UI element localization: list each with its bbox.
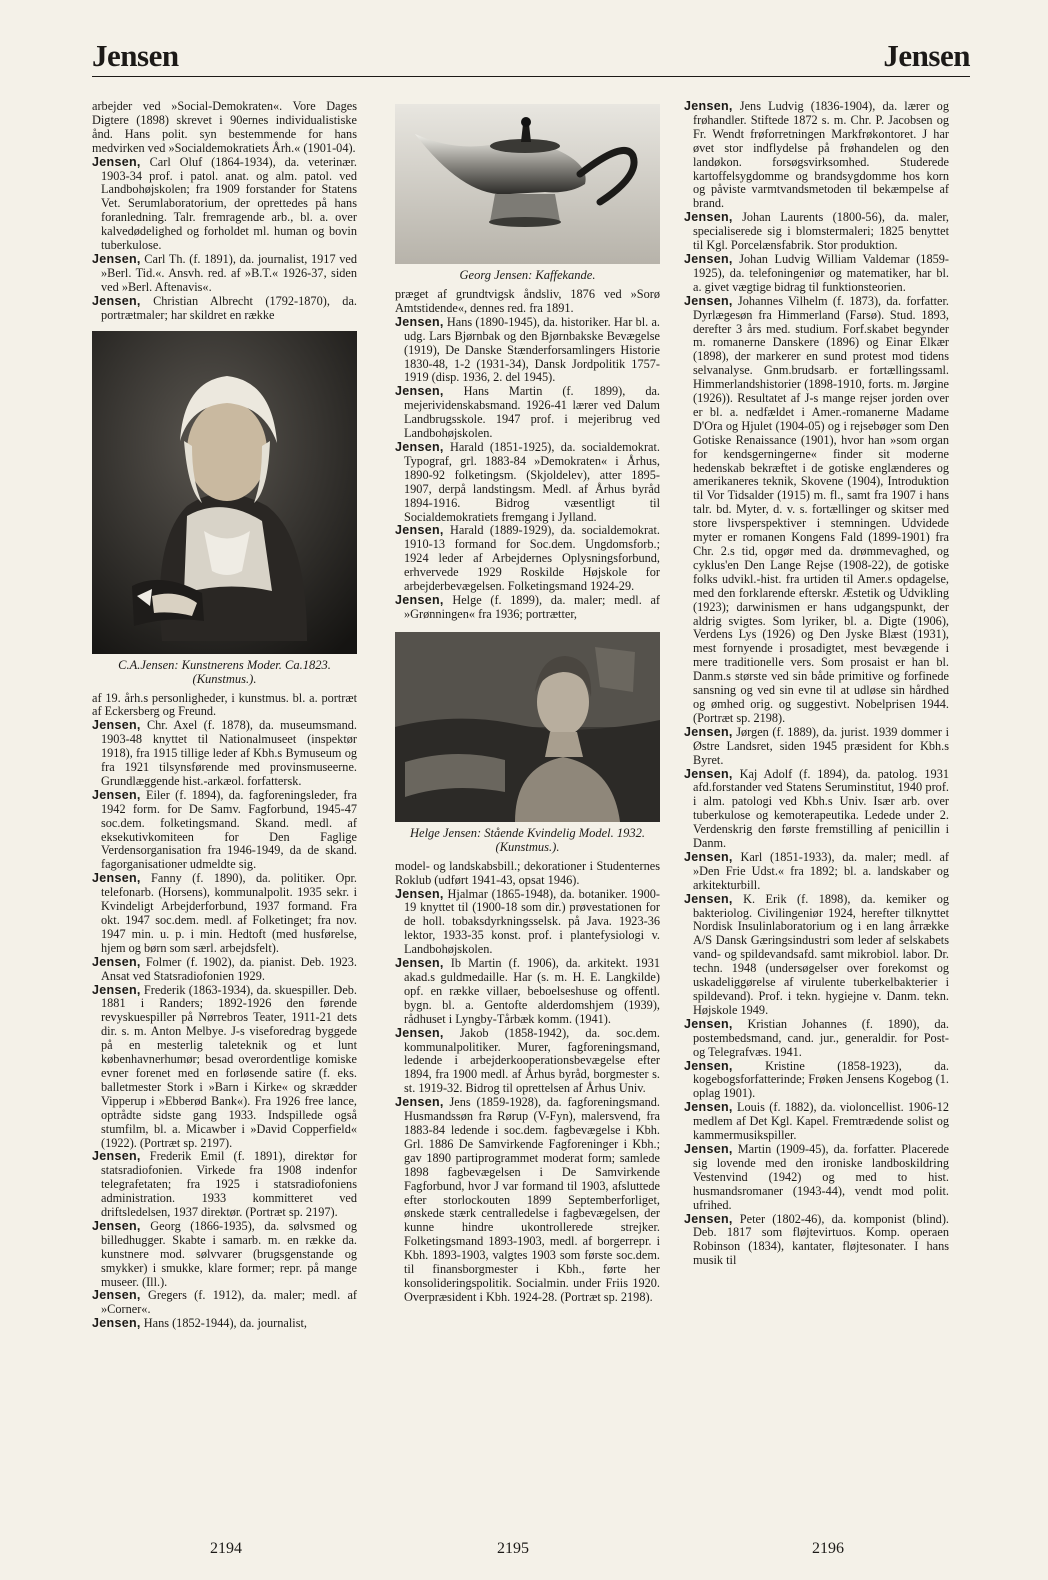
entry-text: Christian Albrecht (1792-1870), da. portrætmaler; har skildret en række [101,293,357,322]
entry-headword: Jensen, [684,724,733,739]
entry-text: Harald (1851-1925), da. socialdemokrat. Typograf, grl. 1883-84 »Demokraten« i Århus, 1890-92 folketingsm. (Skjoldelev), atter 1895-1907, derpå landstingsm. Medl. af Århus byråd 1894-1916. Bidrog væsentligt til Socialdemokratiets fremgang i Jylland. [404,439,660,524]
entry-headword: Jensen, [92,293,141,308]
entry [684,253,949,295]
entry-headword: Jensen, [92,982,141,997]
entry-text: Kristian Johannes (f. 1890), da. postembedsmand, cand. jur., generaldir. for Post- og Telegrafvæs. 1941. [693,1016,950,1059]
entry-headword: Jensen, [92,251,141,266]
column-1 [92,100,357,1331]
portrait-painting [92,331,357,654]
entry [684,1143,949,1213]
running-head-right: Jensen [883,38,970,73]
entry-headword: Jensen, [92,871,141,886]
entry-text: Ib Martin (f. 1906), da. arkitekt. 1931 akad.s guldmedaille. Har (s. m. H. E. Langkilde) opf. en række villaer, beboelseshuse og offentl. bygn. bl. a. Gentofte alderdomshjem (1939), rådhuset i Lyngby-Tårbæk komm. (1941). [404,956,661,1026]
entry-headword: Jensen, [395,384,444,399]
entry-text: Frederik (1863-1934), da. skuespiller. Deb. 1881 i Randers; 1892-1926 den førende revyskuespiller på Nørrebros Teater, 1911-21 dets dir. s. m. Anton Melbye. J-s viseforedrag byggede på en mesterlig taleteknik og et lunt københavnerhumør; besad overordentlige komiske evner forenet med en forløsende satire (f. eks. balletmester Stork i »Barn i Kirke« og skrædder Vipperup i »Ebberød Bank«). Fra 1926 free lance, optrådte sidste gang 1933. Indspillede også stumfilm, bl. a. Micawber i »David Copperfield« (1922). (Portræt sp. 2197). [101,982,357,1150]
entry [684,295,949,726]
model-painting-image [395,632,660,822]
entry [395,385,660,441]
entry-headword: Jensen, [684,766,733,781]
entry-text: Harald (1889-1929), da. socialdemokrat. 1910-13 formand for Soc.dem. Ungdomsforb.; 1924 leder af Arbejdernes Oplysningsforbund, erhvervede 1929 Roskilde Højskole for arbejderbevægelsen. Folketingsmand 1924-29. [404,523,660,594]
entry-text: Fanny (f. 1890), da. politiker. Opr. telefonarb. (Horsens), kommunalpolit. 1935 sekr. i Kvindeligt Arbejderforbund, 1937 formand. Fra okt. 1947 soc.dem. medl. af Folketinget; fra nov. 1947 min. u. p. i min. Hedtoft (med husførelse, hjem og børn som særl. arbejdsfelt). [101,871,357,955]
entry [395,888,660,958]
entry [92,1150,357,1220]
entry [92,100,357,156]
entry-text: Jørgen (f. 1889), da. jurist. 1939 dommer i Østre Landsret, siden 1945 præsident for Kbh.s Byret. [693,724,949,767]
entry-headword: Jensen, [395,886,444,901]
entry [92,253,357,295]
entry-headword: Jensen, [92,718,141,733]
entry [92,956,357,984]
entry [92,692,357,720]
column-3 [684,100,949,1268]
entry-headword: Jensen, [92,787,141,802]
entry [684,100,949,211]
entry-text: Hans (1890-1945), da. historiker. Har bl. a. udg. Lars Bjørnbak og den Bjørnbakske Bevægelse (1919), De Danske Stænderforsamlingers Historie 1830-48, 1-2 (1931-34), Dansk Jordpolitik 1757-1919 (disp. 1936, 2. del 1945). [404,314,660,385]
entry-text: Kristine (1858-1923), da. kogebogsforfatterinde; Frøken Jensens Kogebog (1. oplag 1901). [693,1058,949,1101]
column-1-bottom-entries [92,692,357,1332]
entry [684,1101,949,1143]
entry [395,860,660,888]
entry [92,984,357,1151]
entry [684,726,949,768]
entry [684,851,949,893]
entry-headword: Jensen, [395,1025,444,1040]
entry-text: Folmer (f. 1902), da. pianist. Deb. 1923. Ansat ved Statsradiofonien 1929. [101,954,357,983]
entry-text: Georg (1866-1935), da. sølvsmed og billedhugger. Skabte i samarb. m. en række da. kunstnere mod. sølvvarer (brugsgenstande og smykker) i smukke, klare former; repr. på mange museer. (Ill.). [101,1218,357,1289]
entry [395,1096,660,1305]
entry-headword: Jensen, [395,592,444,607]
entry-headword: Jensen, [395,523,444,538]
entry-text: Jens (1859-1928), da. fagforeningsmand. Husmandssøn fra Rørup (V-Fyn), malersvend, fra 1883-84 ledende i soc.dem. fagbevægelse i Kbh. Grl. 1886 De Samvirkende Fagforeninger i Kbh.; gav 1890 partiprogrammet moderat form; samlede 1898 fagbevægelsen i De Samvirkende Fagforbund, hvor J var formand til 1903, afsluttede efter storlockouten 1899 Septemberforliget, ønskede stærk centralledelse i fagbevægelsen, der kunne hindre ukontrollerede strejker. Folketingsmand 1893-1903, medl. af borgerrepr. i Kbh. 1893-1903, valgtes 1903 som første soc.dem. til finansborgmester i Kbh., førte her konsolideringspolitik. Socialmin. under Friis 1920. Overpræsident i Kbh. 1924-28. (Portræt sp. 2198). [404,1095,661,1304]
entry-headword: Jensen, [92,1218,141,1233]
entry [92,719,357,789]
entry-headword: Jensen, [92,154,141,169]
entry [92,1317,357,1331]
coffee-pot-image [395,104,660,264]
entry-headword: Jensen, [684,891,733,906]
entry-text: af 19. årh.s personligheder, i kunstmus. bl. a. portræt af Eckersberg og Freund. [92,690,357,719]
entry [395,957,660,1027]
portrait-caption: C.A.Jensen: Kunstnerens Moder. Ca.1823. (Kunstmus.). [118,657,331,686]
entry [92,1220,357,1290]
entry-headword: Jensen, [92,1149,141,1164]
entry [684,893,949,1018]
entry-headword: Jensen, [684,293,733,308]
entry [684,768,949,851]
entry-headword: Jensen, [395,1095,444,1110]
entry [92,156,357,253]
model-caption: Helge Jensen: Stående Kvindelig Model. 1932. (Kunstmus.). [410,825,645,854]
entry-text: Karl (1851-1933), da. maler; medl. af »Den Frie Udst.« fra 1892; bl. a. landskaber og arkitekturbill. [693,849,949,892]
entry-headword: Jensen, [684,849,733,864]
entry [395,288,660,316]
entry-headword: Jensen, [395,439,444,454]
column-2 [395,100,660,1305]
entry-text: Johan Laurents (1800-56), da. maler, specialiserede sig i blomstermaleri; 1825 benyttet til Kgl. Porcelænsfabrik. Stor produktion. [693,210,950,253]
entry-text: Peter (1802-46), da. komponist (blind). Deb. 1817 som fløjtevirtuos. Komp. operaen Robinson (1834), kantater, fløjtesonater. I hans musik til [693,1211,949,1268]
entry [92,872,357,955]
entry-text: Hjalmar (1865-1948), da. botaniker. 1900-19 knyttet til (1900-18 som dir.) prøvestationen for de holl. tobaksdyrkningsselsk. på Java. 1923-36 lektor, 1933-35 konst. prof. i plantefysiologi v. Landbohøjskolen. [404,886,660,957]
entry-headword: Jensen, [684,210,733,225]
page-number-2194: 2194 [210,1540,242,1557]
entry-text: Frederik Emil (f. 1891), direktør for statsradiofonien. Virkede fra 1908 indenfor telegrafetaten; fra 1925 i statsradiofoniens administration. 1933 kommitteret ved driftsledelsen, 1937 direktør. (Portræt sp. 2197). [101,1149,358,1220]
entry-text: Hans Martin (f. 1899), da. mejerividenskabsmand. 1926-41 lærer ved Dalum Landbrugsskole. 1947 prof. i mejeribrug ved Landbohøjskolen. [404,384,660,441]
entry-headword: Jensen, [92,954,141,969]
running-head-left: Jensen [92,38,179,73]
entry-headword: Jensen, [684,1058,733,1073]
entry [395,441,660,524]
entry-text: Eiler (f. 1894), da. fagforeningsleder, fra 1942 form. for De Samv. Fagforbund, 1945-47 soc.dem. folketingsmand. Skand. medl. af eksekutivkomiteen for Den Faglige Verdensorganisation fra 1946-1949, da de skand. fagorganisationer udmeldte sig. [101,787,357,872]
column-3-entries [684,100,949,1268]
entry-text: arbejder ved »Social-Demokraten«. Vore Dages Digtere (1898) skrevet i 90ernes individualistiske ånd. Hans polit. syn bestemmende for hans medvirken ved »Socialdemokratiets Årh.« (1901-04). [92,99,357,155]
entry-text: Johannes Vilhelm (f. 1873), da. forfatter. Dyrlægesøn fra Himmerland (Farsø). Stud. 1893, derefter 3 års med. studium. Forf.skabet begynder m. romanerne Danskere (1896) og Einar Elkær (1898), der markerer en sund protest mod tidens selvanalyse. Gnm.brudsarb. er fortællingssaml. Himmerlandshistorier (1898-1910, forts. m. Jørgine (1926)). Resultatet af J-s mange rejser jorden over er bl. a. nedfældet i Amer.-romanerne Madame D'Ora og Hjulet (1904-05) og i rejsebøger som Den Gotiske Renaissance (1901), hvor han »som organ for kendsgerningerne« finder sit moderne hedenskab bekræftet i de gotiske englænderes og amerikaneres teknik, Skovene (1904), Introduktion til Vor Tidsalder (1915) m. fl., samt fra 1907 i hans talr. bd. Myter, d. v. s. fortællinger og skitser med store livsperspektiver i stemningen. Udvidede myter er romanen Kongens Fald (1899-1901) fra Chr. 2.s tid, opgør med da. drømmevaghed, og cyklus'en Den Lange Rejse (1908-22), de gotiske folks udvikl.-hist. fra urtiden til Amer.s opdagelse, med den forklarende efterskr. Æstetik og Udvikling (1923); darwinismen er hans udgangspunkt, der aldrig svigtes. Som lyriker, bl. a. Digte (1906), Verdens Lys (1926) og Den Jyske Blæst (1931), mest fornyende i prosadigtet, mest bevægende i mere traditionelle vers. Som prosaist er han bl. Danm.s største ved sin både primitive og forfinede sansning og ved sin evne til at udløse sin hårdhed og ømhed orig. og suggestivt. Nobelprisen 1944. (Portræt sp. 2198). [693,293,949,725]
entry [395,594,660,622]
entry-text: model- og landskabsbill.; dekorationer i Studenternes Roklub (udført 1941-43, opsat 1946). [395,858,660,887]
entry-text: Hans (1852-1944), da. journalist, [143,1316,307,1331]
header-rule [92,76,970,77]
entry-headword: Jensen, [684,99,733,113]
page-number-2196: 2196 [812,1540,844,1557]
entry-text: K. Erik (f. 1898), da. kemiker og bakteriolog. Civilingeniør 1924, herefter tilknyttet Nordisk Insulinlaboratorium og i en lang årrække A/S Dansk Gæringsindustri som leder af selskabets vand- og spildevandsafd. samt mikrobiol. labor. Dr. techn. 1948 (undersøgelser over forekomst og uskadeliggørelse af virulente tuberkelbakterier i spildevand). Prof. i tekn. hygiejne v. Danm. tekn. Højskole 1949. [693,891,949,1017]
entry-headword: Jensen, [92,1288,141,1303]
entry-text: Chr. Axel (f. 1878), da. museumsmand. 1903-48 knyttet til Nationalmuseet (inspektør 1918), fra 1915 tillige leder af Kbh.s Bymuseum og fra 1921 tilsynsførende med provinsmuseerne. Grundlæggende hist.-arkæol. forfattersk. [101,718,358,788]
entry-headword: Jensen, [684,251,733,266]
entry [684,1018,949,1060]
entry-text: præget af grundtvigsk åndsliv, 1876 ved »Sorø Amtstidende«, dennes red. fra 1891. [395,287,660,315]
entry-text: Jakob (1858-1942), da. soc.dem. kommunalpolitiker. Murer, fagforeningsmand, ledende i arbejderkooperationsbevægelse efter 1894, fra 1900 medl. af Århus byråd, borgmester s. st. 1919-32. Bidrog til oprettelsen af Århus Univ. [404,1025,660,1096]
coffee-pot-photo [395,104,660,264]
column-2-mid-entries [395,288,660,622]
entry-headword: Jensen, [684,1141,733,1156]
entry-text: Martin (1909-45), da. forfatter. Placerede sig lovende med den ironiske landboskildring Vestenvind (1942) og med to hist. husmandsromaner (1943-44), vendt mod polit. ufrihed. [693,1141,949,1212]
entry-headword: Jensen, [395,956,444,971]
entry [684,1060,949,1102]
entry [395,1027,660,1097]
entry [92,1289,357,1317]
entry-headword: Jensen, [684,1016,733,1031]
entry [395,316,660,386]
entry-headword: Jensen, [684,1100,733,1115]
entry-headword: Jensen, [684,1211,733,1226]
column-2-bottom-entries [395,860,660,1305]
model-painting [395,632,660,822]
entry-text: Jens Ludvig (1836-1904), da. lærer og frøhandler. Stiftede 1872 s. m. Chr. P. Jacobsen og Fr. Wendt frøforretningen Markfrøkontoret. J har øvet stor indflydelse på frøhandelen og den landøkon. forsøgsvirksomhed. Studerede kartoffelsygdomme og brandsygdomme hos korn og påviste varmtvandsmetoden til bekæmpelse af brand. [693,99,949,211]
entry [395,524,660,594]
entry-headword: Jensen, [395,314,444,329]
entry [684,211,949,253]
coffee-pot-caption: Georg Jensen: Kaffekande. [459,268,596,282]
entry-text: Louis (f. 1882), da. violoncellist. 1906-12 medlem af Det Kgl. Kapel. Fremtrædende solist og kammermusikspiller. [693,1100,949,1143]
portrait-painting-image [92,331,357,654]
entry-text: Carl Th. (f. 1891), da. journalist, 1917 ved »Berl. Tid.«. Ansvh. red. af »B.T.« 1926-37, siden ved »Berl. Aftenavis«. [101,251,357,294]
entry [92,295,357,323]
entry-text: Johan Ludvig William Valdemar (1859-1925), da. telefoningeniør og matematiker, har bl. a. givet vægtige bidrag til funktionsteorien. [693,251,949,294]
entry-text: Kaj Adolf (f. 1894), da. patolog. 1931 afd.forstander ved Statens Seruminstitut, 1940 prof. i alm. patologi ved Kbh.s Univ. Især arb. over tuberkulose og kemoterapeutika. Ledede under 2. Verdenskrig den første fremstilling af penicillin i Danm. [693,766,949,851]
entry-headword: Jensen, [92,1316,141,1331]
page-number-2195: 2195 [497,1540,529,1557]
entry-text: Helge (f. 1899), da. maler; medl. af »Grønningen« fra 1936; portrætter, [404,592,661,621]
entry [684,1213,949,1269]
entry-text: Gregers (f. 1912), da. maler; medl. af »Corner«. [101,1288,358,1317]
entry [92,789,357,872]
entry-text: Carl Oluf (1864-1934), da. veterinær. 1903-34 prof. i patol. anat. og alm. patol. ved Landbohøjskolen; fra 1909 forstander for Statens Vet. Serumlaboratorium, der oprettedes på hans foranledning. Talr. fremragende arb., bl. a. over kalvedødelighed og forholdet ml. human og bovin tuberkulose. [101,154,357,253]
column-1-top-entries [92,100,357,323]
